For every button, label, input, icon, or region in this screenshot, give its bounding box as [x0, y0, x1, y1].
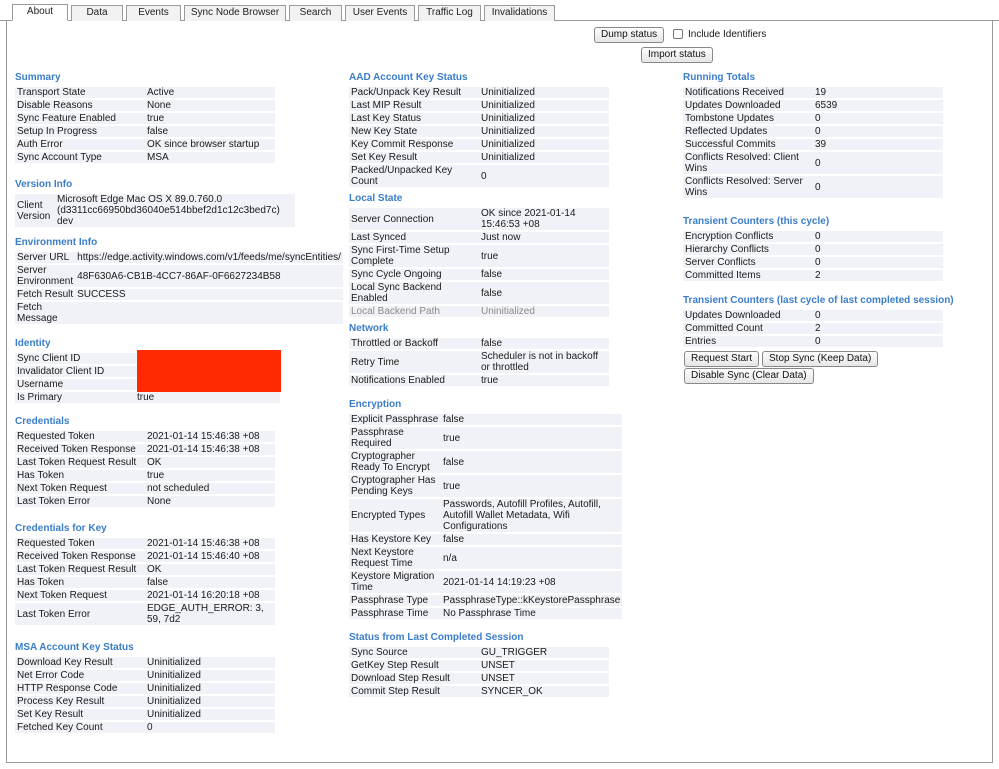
- status-value: true: [479, 245, 609, 267]
- status-row: [15, 100, 275, 111]
- status-key: Transport State: [15, 87, 145, 98]
- tab-invalidations[interactable]: Invalidations: [484, 5, 555, 21]
- status-key: Retry Time: [349, 351, 479, 373]
- section-title: Credentials: [15, 416, 70, 427]
- aad-account-key-status-section: [349, 72, 609, 189]
- status-value: Uninitialized: [145, 657, 275, 668]
- redacted-identifiers: [137, 350, 281, 392]
- status-row: [15, 709, 275, 720]
- status-row: [15, 470, 275, 481]
- status-key: Cryptographer Has Pending Keys: [349, 475, 441, 497]
- status-table: [349, 206, 609, 319]
- status-table: [349, 645, 609, 699]
- status-row: [349, 475, 622, 497]
- version-info-section: [15, 179, 295, 229]
- status-row: [349, 139, 609, 150]
- status-row: [15, 392, 280, 403]
- status-row: [349, 152, 609, 163]
- status-value: None: [145, 496, 275, 507]
- status-value: 0: [813, 257, 943, 268]
- section-title: Local State: [349, 193, 403, 204]
- status-key: GetKey Step Result: [349, 660, 479, 671]
- status-key: Throttled or Backoff: [349, 338, 479, 349]
- status-key: Tombstone Updates: [683, 113, 813, 124]
- status-row: [683, 310, 943, 321]
- status-row: [349, 595, 622, 606]
- status-value: Uninitialized: [479, 152, 609, 163]
- last-completed-session-section: [349, 632, 609, 699]
- status-value: Uninitialized: [145, 709, 275, 720]
- transient-counters-session-section: [683, 295, 954, 349]
- status-row: [349, 534, 622, 545]
- section-title: Network: [349, 323, 389, 334]
- status-value: 2: [813, 323, 943, 334]
- status-row: [349, 245, 609, 267]
- status-row: [15, 265, 343, 287]
- status-row: [349, 306, 609, 317]
- network-section: [349, 323, 609, 388]
- status-key: Last MIP Result: [349, 100, 479, 111]
- status-key: Commit Step Result: [349, 686, 479, 697]
- tab-sync-node-browser[interactable]: Sync Node Browser: [184, 5, 286, 21]
- status-key: Received Token Response: [15, 444, 145, 455]
- section-title: Environment Info: [15, 237, 98, 248]
- status-row: [15, 152, 275, 163]
- status-key: Pack/Unpack Key Result: [349, 87, 479, 98]
- status-value: false: [145, 126, 275, 137]
- status-row: [683, 323, 943, 334]
- status-key: Committed Count: [683, 323, 813, 334]
- status-key: Received Token Response: [15, 551, 145, 562]
- status-key: Server Environment: [17, 265, 74, 287]
- status-row: [683, 244, 943, 255]
- status-key: Conflicts Resolved: Server Wins: [683, 176, 813, 198]
- status-table: [349, 85, 609, 189]
- status-key: Passphrase Type: [349, 595, 441, 606]
- status-value: 0: [813, 310, 943, 321]
- status-value: MSA: [145, 152, 275, 163]
- status-row: [15, 696, 275, 707]
- status-value: 0: [145, 722, 275, 733]
- status-row: [683, 231, 943, 242]
- running-totals-section: [683, 72, 943, 200]
- status-row: [683, 100, 943, 111]
- dump-status-button[interactable]: Dump status: [594, 27, 664, 43]
- status-key: Reflected Updates: [683, 126, 813, 137]
- status-value: 39: [813, 139, 943, 150]
- status-key: Client Version: [15, 194, 55, 227]
- status-row: [15, 289, 343, 300]
- status-row: [349, 100, 609, 111]
- status-table: [683, 308, 943, 349]
- status-value: true: [479, 375, 609, 386]
- status-key: Has Keystore Key: [349, 534, 441, 545]
- status-value: 19: [813, 87, 943, 98]
- local-state-section: [349, 193, 609, 319]
- section-title: MSA Account Key Status: [15, 642, 134, 653]
- status-key: Auth Error: [15, 139, 145, 150]
- status-row: [349, 660, 609, 671]
- status-row: [683, 336, 943, 347]
- status-row: [15, 139, 275, 150]
- status-key: Last Token Request Result: [15, 564, 145, 575]
- status-key: Server Conflicts: [683, 257, 813, 268]
- tab-user-events[interactable]: User Events: [345, 5, 415, 21]
- status-value: Uninitialized: [479, 113, 609, 124]
- tab-traffic-log[interactable]: Traffic Log: [418, 5, 481, 21]
- status-row: [15, 496, 275, 507]
- section-title: Status from Last Completed Session: [349, 632, 524, 643]
- status-value: false: [479, 338, 609, 349]
- status-value: Uninitialized: [479, 100, 609, 111]
- status-key: Next Keystore Request Time: [349, 547, 441, 569]
- status-key: Passphrase Time: [349, 608, 441, 619]
- status-row: [15, 551, 275, 562]
- section-title: Transient Counters (this cycle): [683, 216, 830, 227]
- status-value: 2021-01-14 15:46:38 +08: [145, 431, 275, 442]
- status-value: [75, 302, 343, 324]
- status-key: Entries: [683, 336, 813, 347]
- status-table: [15, 250, 343, 326]
- status-table: [349, 336, 609, 388]
- status-key: Conflicts Resolved: Client Wins: [683, 152, 813, 174]
- status-row: [349, 686, 609, 697]
- status-value: Scheduler is not in backoff or throttled: [479, 351, 609, 373]
- status-key: Invalidator Client ID: [15, 366, 135, 377]
- status-key: Download Key Result: [15, 657, 145, 668]
- status-table: [15, 536, 275, 627]
- status-value: true: [441, 427, 622, 449]
- status-key: Sync First-Time Setup Complete: [349, 245, 479, 267]
- status-value: OK: [145, 564, 275, 575]
- status-value: not scheduled: [145, 483, 275, 494]
- status-value: 2021-01-14 15:46:40 +08: [145, 551, 275, 562]
- status-value: true: [145, 113, 275, 124]
- request-start-button[interactable]: Request Start: [684, 351, 759, 367]
- section-title: Summary: [15, 72, 61, 83]
- status-key: Next Token Request: [15, 590, 145, 601]
- status-key: Local Sync Backend Enabled: [349, 282, 479, 304]
- tab-about[interactable]: About: [12, 4, 68, 21]
- status-row: [349, 673, 609, 684]
- status-key: Last Token Error: [15, 603, 145, 625]
- status-key: Passphrase Required: [349, 427, 441, 449]
- status-row: [15, 194, 295, 227]
- status-key: Set Key Result: [15, 709, 145, 720]
- status-key: Local Backend Path: [349, 306, 479, 317]
- status-value: 0: [813, 152, 943, 174]
- status-value: Uninitialized: [479, 126, 609, 137]
- status-key: Sync Account Type: [15, 152, 145, 163]
- status-key: Successful Commits: [683, 139, 813, 150]
- status-key: Fetch Result: [17, 289, 74, 300]
- status-value: OK since browser startup: [145, 139, 275, 150]
- status-row: [15, 683, 275, 694]
- status-row: [349, 608, 622, 619]
- status-value: Uninitialized: [479, 306, 609, 317]
- status-key: Last Synced: [349, 232, 479, 243]
- status-key: Sync Source: [349, 647, 479, 658]
- status-value: UNSET: [479, 673, 609, 684]
- status-table: [349, 412, 622, 621]
- section-title: Identity: [15, 338, 51, 349]
- status-row: [349, 499, 622, 532]
- status-row: [349, 208, 609, 230]
- status-value: Just now: [479, 232, 609, 243]
- status-table: [15, 192, 295, 229]
- status-value: true: [135, 392, 280, 403]
- status-key: Download Step Result: [349, 673, 479, 684]
- section-title: Encryption: [349, 399, 402, 410]
- tab-bar: [0, 0, 999, 21]
- status-value: https://edge.activity.windows.com/v1/feeds/me/syncEntities/: [77, 252, 341, 263]
- summary-section: [15, 72, 275, 165]
- status-value: OK: [145, 457, 275, 468]
- status-row: [15, 87, 275, 98]
- status-row: [349, 414, 622, 425]
- status-value: Uninitialized: [145, 670, 275, 681]
- status-row: [349, 282, 609, 304]
- status-value: 2: [813, 270, 943, 281]
- status-value: 6539: [813, 100, 943, 111]
- status-row: [349, 547, 622, 569]
- status-key: HTTP Response Code: [15, 683, 145, 694]
- status-value: false: [479, 282, 609, 304]
- status-value: 2021-01-14 15:46:38 +08: [145, 444, 275, 455]
- section-title: Transient Counters (last cycle of last completed session): [683, 295, 954, 306]
- status-row: [15, 126, 275, 137]
- status-key: Is Primary: [15, 392, 135, 403]
- status-key: Last Token Request Result: [15, 457, 145, 468]
- include-identifiers-label: Include Identifiers: [688, 29, 767, 40]
- encryption-section: [349, 399, 622, 621]
- status-table: [683, 85, 943, 200]
- status-value: false: [145, 577, 275, 588]
- status-key: Committed Items: [683, 270, 813, 281]
- status-row: [349, 451, 622, 473]
- status-row: [349, 269, 609, 280]
- status-value: SUCCESS: [75, 289, 343, 300]
- status-value: true: [441, 475, 622, 497]
- status-value: 2021-01-14 14:19:23 +08: [441, 571, 622, 593]
- status-row: [683, 113, 943, 124]
- status-value: SYNCER_OK: [479, 686, 609, 697]
- section-title: Version Info: [15, 179, 73, 190]
- status-key: Username: [15, 379, 135, 390]
- status-row: [15, 457, 275, 468]
- status-value: 48F630A6-CB1B-4CC7-86AF-0F6627234B58: [75, 265, 343, 287]
- status-key: Sync Client ID: [15, 353, 135, 364]
- status-value: Uninitialized: [145, 683, 275, 694]
- status-key: Disable Reasons: [15, 100, 145, 111]
- status-key: Server URL: [15, 252, 75, 263]
- status-row: [349, 87, 609, 98]
- tab-events[interactable]: Events: [126, 5, 181, 21]
- status-key: Next Token Request: [15, 483, 145, 494]
- status-key: Explicit Passphrase: [349, 414, 441, 425]
- status-row: [15, 302, 343, 324]
- status-value: true: [145, 470, 275, 481]
- status-value: false: [441, 534, 622, 545]
- status-row: [683, 126, 943, 137]
- status-value: 2021-01-14 16:20:18 +08: [145, 590, 275, 601]
- status-row: [683, 176, 943, 198]
- status-key: New Key State: [349, 126, 479, 137]
- status-value: 0: [813, 231, 943, 242]
- status-value: false: [441, 414, 622, 425]
- status-value: 0: [813, 126, 943, 137]
- status-key: Updates Downloaded: [683, 310, 813, 321]
- status-value: UNSET: [479, 660, 609, 671]
- status-key: Cryptographer Ready To Encrypt: [349, 451, 441, 473]
- status-value: Active: [145, 87, 275, 98]
- tab-search[interactable]: Search: [289, 5, 342, 21]
- include-identifiers-checkbox[interactable]: [673, 29, 683, 39]
- status-value: Uninitialized: [479, 87, 609, 98]
- status-key: Has Token: [15, 470, 145, 481]
- status-row: [15, 431, 275, 442]
- status-value: false: [479, 269, 609, 280]
- status-key: Packed/Unpacked Key Count: [349, 165, 479, 187]
- status-table: [15, 429, 275, 509]
- status-value: n/a: [441, 547, 622, 569]
- status-value: PassphraseType::kKeystorePassphrase: [443, 595, 621, 606]
- status-table: [683, 229, 943, 283]
- status-key: Requested Token: [15, 431, 145, 442]
- credentials-for-key-section: [15, 523, 275, 627]
- status-row: [15, 577, 275, 588]
- disable-sync-button[interactable]: Disable Sync (Clear Data): [684, 368, 814, 384]
- status-value: OK since 2021-01-14 15:46:53 +08: [479, 208, 609, 230]
- status-row: [349, 165, 609, 187]
- status-row: [15, 444, 275, 455]
- status-value: EDGE_AUTH_ERROR: 3, 59, 7d2: [145, 603, 275, 625]
- status-value: Uninitialized: [145, 696, 275, 707]
- status-row: [15, 252, 343, 263]
- status-value: None: [145, 100, 275, 111]
- status-key: Keystore Migration Time: [349, 571, 441, 593]
- status-key: Server Connection: [349, 208, 479, 230]
- credentials-section: [15, 416, 275, 509]
- status-value: 2021-01-14 15:46:38 +08: [145, 538, 275, 549]
- stop-sync-button[interactable]: Stop Sync (Keep Data): [762, 351, 878, 367]
- status-row: [349, 232, 609, 243]
- status-row: [683, 152, 943, 174]
- status-row: [683, 87, 943, 98]
- status-value: 0: [813, 244, 943, 255]
- status-row: [15, 483, 275, 494]
- tab-data[interactable]: Data: [71, 5, 123, 21]
- status-table: [15, 655, 275, 735]
- status-row: [683, 257, 943, 268]
- status-value: Passwords, Autofill Profiles, Autofill, Autofill Wallet Metadata, Wifi Configurations: [441, 499, 622, 532]
- status-row: [15, 113, 275, 124]
- status-row: [15, 722, 275, 733]
- status-row: [349, 126, 609, 137]
- status-value: 0: [813, 113, 943, 124]
- status-key: Setup In Progress: [15, 126, 145, 137]
- status-value: 0: [479, 165, 609, 187]
- status-value: false: [441, 451, 622, 473]
- status-row: [349, 375, 609, 386]
- status-key: Notifications Enabled: [349, 375, 479, 386]
- section-title: Credentials for Key: [15, 523, 107, 534]
- status-value: 0: [813, 336, 943, 347]
- status-row: [15, 590, 275, 601]
- status-key: Net Error Code: [15, 670, 145, 681]
- status-key: Sync Cycle Ongoing: [349, 269, 479, 280]
- section-title: Running Totals: [683, 72, 756, 83]
- section-title: AAD Account Key Status: [349, 72, 468, 83]
- transient-counters-cycle-section: [683, 216, 943, 283]
- status-value: Microsoft Edge Mac OS X 89.0.760.0 (d3311cc66950bd36040e514bbef2d1c12c3bed7c) dev: [55, 194, 295, 227]
- status-key: Hierarchy Conflicts: [683, 244, 813, 255]
- status-key: Last Key Status: [349, 113, 479, 124]
- status-row: [683, 270, 943, 281]
- status-row: [349, 427, 622, 449]
- status-key: Notifications Received: [683, 87, 813, 98]
- status-row: [349, 647, 609, 658]
- status-key: Key Commit Response: [349, 139, 479, 150]
- status-row: [683, 139, 943, 150]
- status-row: [15, 670, 275, 681]
- status-value: GU_TRIGGER: [479, 647, 609, 658]
- status-row: [349, 351, 609, 373]
- status-table: [15, 85, 275, 165]
- status-row: [15, 564, 275, 575]
- status-row: [15, 538, 275, 549]
- status-key: Set Key Result: [349, 152, 479, 163]
- status-key: Fetched Key Count: [15, 722, 145, 733]
- status-key: Updates Downloaded: [683, 100, 813, 111]
- status-row: [15, 657, 275, 668]
- status-key: Requested Token: [15, 538, 145, 549]
- status-key: Has Token: [15, 577, 145, 588]
- status-value: Uninitialized: [479, 139, 609, 150]
- import-status-button[interactable]: Import status: [641, 47, 713, 63]
- status-row: [349, 338, 609, 349]
- status-value: No Passphrase Time: [441, 608, 622, 619]
- status-row: [15, 603, 275, 625]
- status-value: 0: [813, 176, 943, 198]
- status-key: Last Token Error: [15, 496, 145, 507]
- status-row: [349, 571, 622, 593]
- status-key: Sync Feature Enabled: [15, 113, 145, 124]
- environment-info-section: [15, 237, 343, 326]
- status-key: Fetch Message: [15, 302, 75, 324]
- status-row: [349, 113, 609, 124]
- status-key: Process Key Result: [15, 696, 145, 707]
- status-key: Encryption Conflicts: [683, 231, 813, 242]
- msa-account-key-status-section: [15, 642, 275, 735]
- status-key: Encrypted Types: [349, 499, 441, 532]
